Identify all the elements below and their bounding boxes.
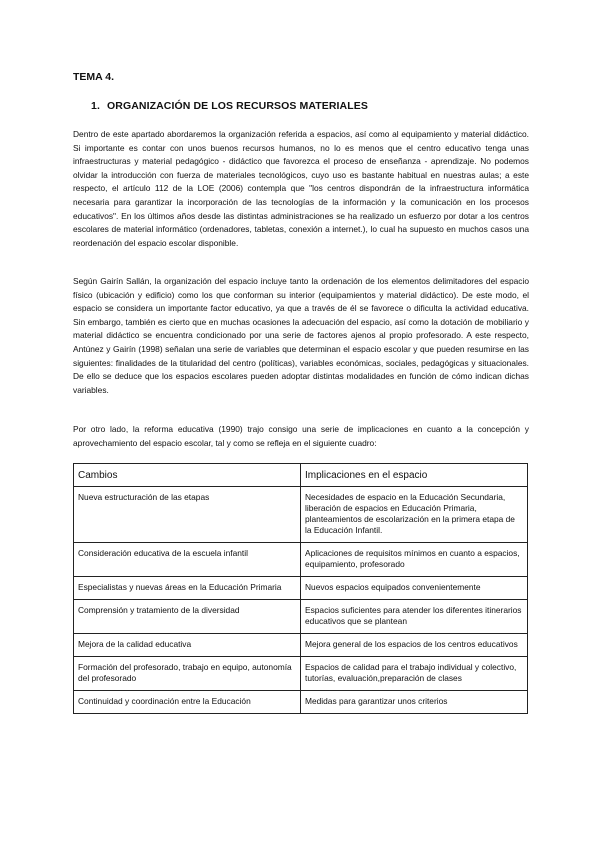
table-cell-implicacion: Espacios suficientes para atender los diferentes itinerarios educativos que se plantean (301, 600, 528, 634)
table-cell-implicacion: Medidas para garantizar unos criterios (301, 691, 528, 714)
section-number: 1. (91, 100, 100, 112)
table-cell-cambio: Continuidad y coordinación entre la Educación (74, 691, 301, 714)
table-row (74, 691, 528, 714)
tema-heading: TEMA 4. (73, 71, 115, 83)
table-row (74, 487, 528, 543)
paragraph-gairin: Según Gairín Sallán, la organización del espacio incluye tanto la ordenación de los elementos delimitadores del espacio físico (ubicación y edificio) como los que conforman su interior (equipamientos y material didáctico). De este modo, el espacio se considera un importante factor educativo, ya que a través de él se favorece o dificulta la actividad educativa. Sin embargo, también es cierto que en muchas ocasiones la adecuación del espacio, así como la dotación de mobiliario y material didáctico se encuentra condicionado por una serie de factores ajenos al propio profesorado. A este respecto, Antúnez y Gairín (1998) señalan una serie de variables que determinan el espacio escolar y que pueden resumirse en las siguientes: finalidades de la titularidad del centro (políticas), variables económicas, sociales, pedagógicas y situacionales. De ello se deduce que los espacios escolares pueden adoptar distintas modalidades en función de cómo indican dichas variables. (73, 276, 529, 395)
header-cambios: Cambios (74, 464, 301, 487)
table-row (74, 543, 528, 577)
table-cell-implicacion: Mejora general de los espacios de los centros educativos (301, 634, 528, 657)
table-header-row (74, 464, 528, 487)
table-row (74, 577, 528, 600)
table-row (74, 634, 528, 657)
paragraph-reforma: Por otro lado, la reforma educativa (1990) trajo consigo una serie de implicaciones en cuanto a la concepción y aprovechamiento del espacio escolar, tal y como se refleja en el siguiente cuadro: (73, 424, 529, 448)
table-cell-cambio: Mejora de la calidad educativa (74, 634, 301, 657)
header-implicaciones: Implicaciones en el espacio (301, 464, 528, 487)
table-row (74, 657, 528, 691)
paragraph-intro: Dentro de este apartado abordaremos la organización referida a espacios, así como al equipamiento y material didáctico. Si importante es contar con unos buenos recursos humanos, no lo es menos que el centro educativo tenga unas infraestructuras y material pedagógico - didáctico que favorezca el proceso de enseñanza - aprendizaje. No podemos olvidar la introducción con fuerza de materiales tecnológicos, cuyo uso es bastante habitual en nuestras aulas; a este respecto, el artículo 112 de la LOE (2006) contempla que "los centros dispondrán de la infraestructura informática necesaria para garantizar la incorporación de las tecnologías de la información y la comunicación en los procesos educativos". En los últimos años desde las distintas administraciones se ha realizado un esfuerzo por dotar a los centros escolares de material informático (ordenadores, tabletas, conexión a internet.), lo cual ha supuesto en muchos casos una reordenación del espacio escolar disponible. (73, 129, 529, 248)
table-cell-implicacion: Aplicaciones de requisitos mínimos en cuanto a espacios, equipamiento, profesorado (301, 543, 528, 577)
section-title-text: ORGANIZACIÓN DE LOS RECURSOS MATERIALES (107, 100, 368, 112)
table-cell-cambio: Nueva estructuración de las etapas (74, 487, 301, 543)
table-cell-implicacion: Espacios de calidad para el trabajo individual y colectivo, tutorías, evaluación,preparación de clases (301, 657, 528, 691)
table-cell-cambio: Consideración educativa de la escuela infantil (74, 543, 301, 577)
table-cell-cambio: Comprensión y tratamiento de la diversidad (74, 600, 301, 634)
table-row (74, 600, 528, 634)
table-cell-implicacion: Necesidades de espacio en la Educación Secundaria, liberación de espacios en Educación Primaria, planteamientos de escolarización en la primera etapa de la Educación Infantil. (301, 487, 528, 543)
changes-table (73, 463, 528, 714)
table-cell-cambio: Especialistas y nuevas áreas en la Educación Primaria (74, 577, 301, 600)
table-cell-cambio: Formación del profesorado, trabajo en equipo, autonomía del profesorado (74, 657, 301, 691)
section-title (91, 100, 368, 112)
table-cell-implicacion: Nuevos espacios equipados convenientemente (301, 577, 528, 600)
